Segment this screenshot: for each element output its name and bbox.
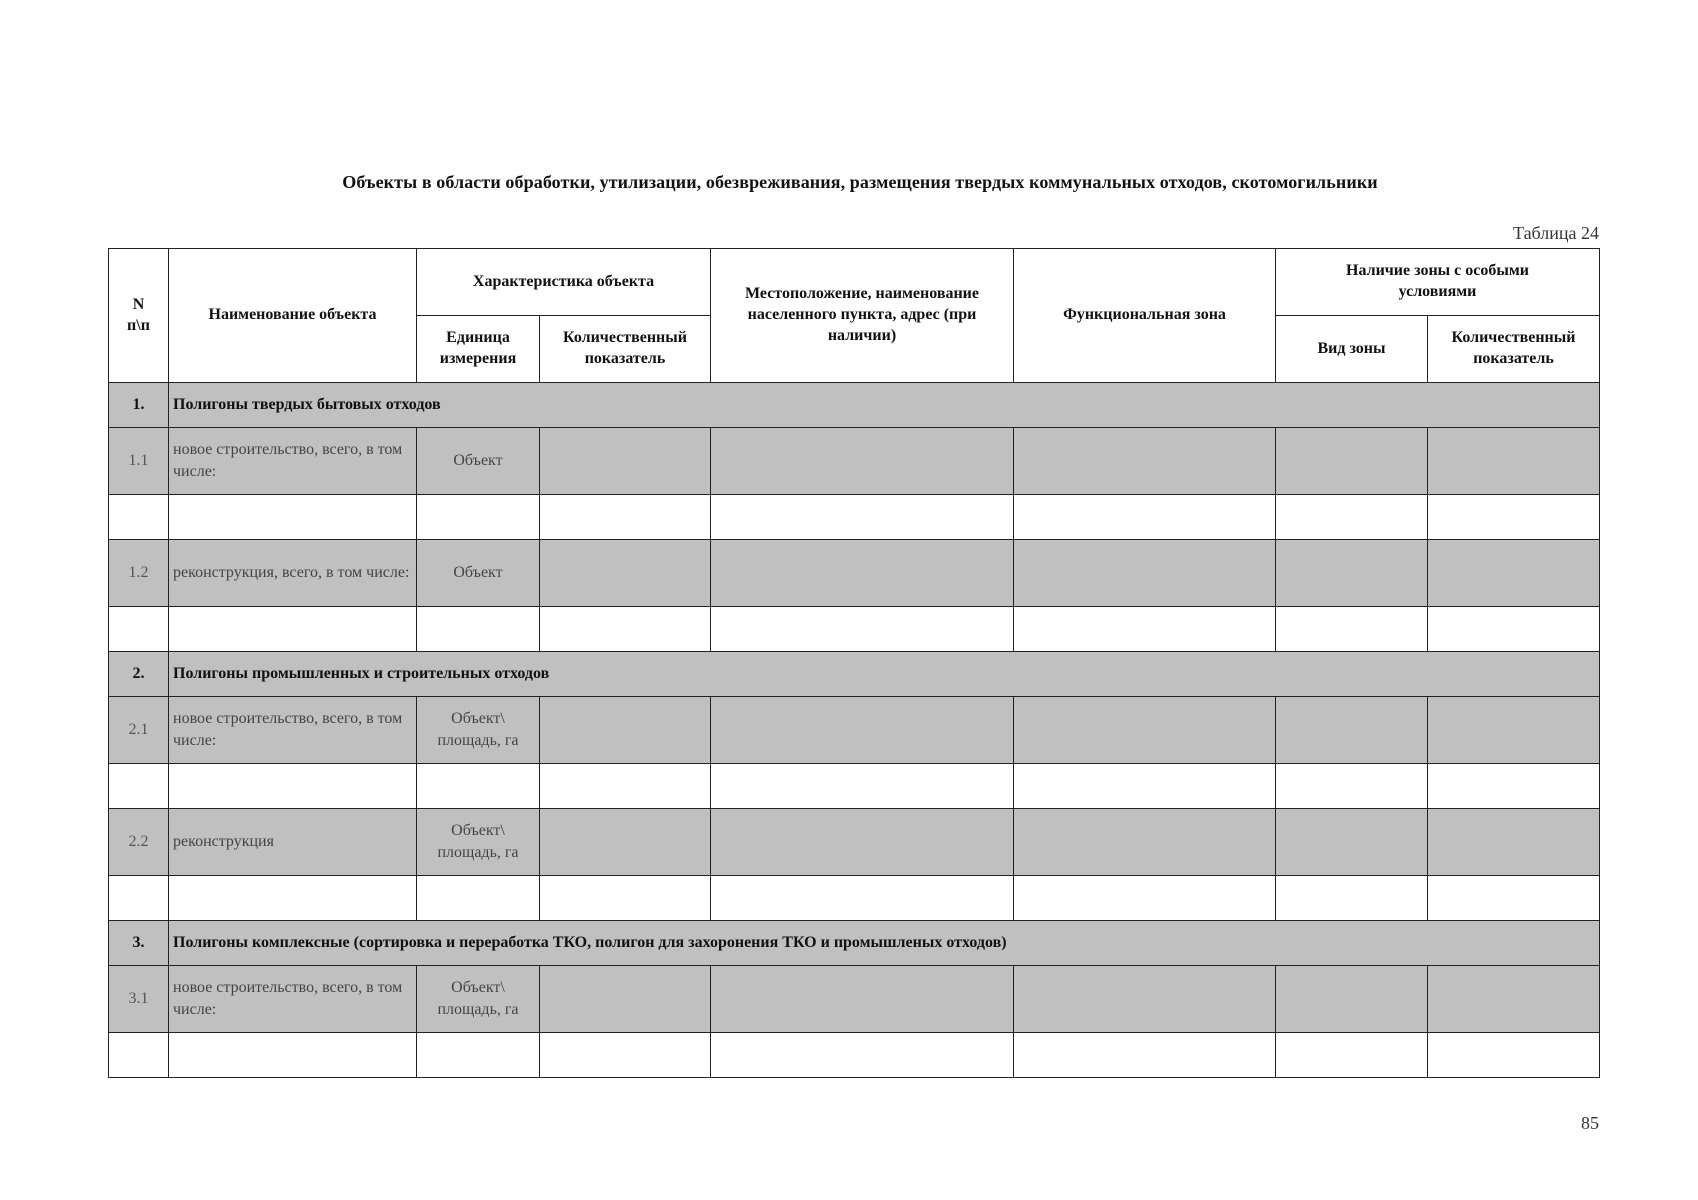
item-quantity-cell: [540, 540, 711, 607]
item-zone-quantity-cell: [1428, 697, 1600, 764]
page-number: 85: [1581, 1113, 1599, 1133]
item-zone-quantity-cell: [1428, 540, 1600, 607]
item-unit: Объект: [417, 540, 540, 607]
header-num-line1: N: [132, 295, 145, 313]
header-zone-quantity: Количественный показатель: [1428, 316, 1600, 383]
header-num: [109, 249, 169, 383]
header-quantity: Количественный показатель: [540, 316, 711, 383]
item-location-cell: [711, 540, 1014, 607]
item-zone-type-cell: [1276, 966, 1428, 1033]
item-unit: Объект: [417, 428, 540, 495]
item-functional-zone-cell: [1014, 428, 1276, 495]
table-row: [109, 428, 1600, 495]
item-num: 2.1: [109, 697, 169, 764]
item-functional-zone-cell: [1014, 540, 1276, 607]
item-quantity-cell: [540, 809, 711, 876]
item-functional-zone-cell: [1014, 697, 1276, 764]
item-location-cell: [711, 428, 1014, 495]
header-characteristic: Характеристика объекта: [417, 249, 711, 316]
header-functional-zone: Функциональная зона: [1014, 249, 1276, 383]
item-unit: Объект\ площадь, га: [417, 809, 540, 876]
header-zone-type: Вид зоны: [1276, 316, 1428, 383]
header-unit: Единица измерения: [417, 316, 540, 383]
section-row: [109, 652, 1600, 697]
item-unit: Объект\ площадь, га: [417, 697, 540, 764]
item-zone-type-cell: [1276, 809, 1428, 876]
table-row: [109, 540, 1600, 607]
item-name: новое строительство, всего, в том числе:: [169, 966, 417, 1033]
item-functional-zone-cell: [1014, 809, 1276, 876]
header-location: Местоположение, наименование населенного пункта, адрес (при наличии): [711, 249, 1014, 383]
item-quantity-cell: [540, 428, 711, 495]
header-special-zone: Наличие зоны с особыми условиями: [1276, 249, 1600, 316]
blank-row: [109, 495, 1600, 540]
item-location-cell: [711, 697, 1014, 764]
blank-row: [109, 1033, 1600, 1078]
item-unit: Объект\ площадь, га: [417, 966, 540, 1033]
item-num: 1.2: [109, 540, 169, 607]
section-num: 2.: [109, 652, 169, 697]
section-title: Полигоны промышленных и строительных отходов: [169, 652, 1600, 697]
item-zone-quantity-cell: [1428, 428, 1600, 495]
blank-row: [109, 607, 1600, 652]
item-zone-quantity-cell: [1428, 809, 1600, 876]
item-zone-type-cell: [1276, 540, 1428, 607]
header-num-line2: п\п: [127, 316, 150, 334]
blank-row: [109, 876, 1600, 921]
item-functional-zone-cell: [1014, 966, 1276, 1033]
header-name: Наименование объекта: [169, 249, 417, 383]
table-row: [109, 697, 1600, 764]
item-quantity-cell: [540, 697, 711, 764]
item-name: реконструкция: [169, 809, 417, 876]
item-name: реконструкция, всего, в том числе:: [169, 540, 417, 607]
item-num: 2.2: [109, 809, 169, 876]
item-zone-type-cell: [1276, 428, 1428, 495]
item-name: новое строительство, всего, в том числе:: [169, 697, 417, 764]
objects-table: [108, 248, 1600, 1078]
item-num: 3.1: [109, 966, 169, 1033]
blank-row: [109, 764, 1600, 809]
table-label: Таблица 24: [1513, 223, 1599, 243]
section-row: [109, 383, 1600, 428]
item-zone-type-cell: [1276, 697, 1428, 764]
table-row: [109, 809, 1600, 876]
item-name: новое строительство, всего, в том числе:: [169, 428, 417, 495]
table-row: [109, 966, 1600, 1033]
section-num: 1.: [109, 383, 169, 428]
item-num: 1.1: [109, 428, 169, 495]
section-num: 3.: [109, 921, 169, 966]
section-title: Полигоны комплексные (сортировка и переработка ТКО, полигон для захоронения ТКО и промышленых отходов): [169, 921, 1600, 966]
section-title: Полигоны твердых бытовых отходов: [169, 383, 1600, 428]
item-quantity-cell: [540, 966, 711, 1033]
document-title: Объекты в области обработки, утилизации, обезвреживания, размещения твердых коммунальных отходов, скотомогильники: [342, 172, 1378, 192]
item-zone-quantity-cell: [1428, 966, 1600, 1033]
item-location-cell: [711, 966, 1014, 1033]
item-location-cell: [711, 809, 1014, 876]
section-row: [109, 921, 1600, 966]
